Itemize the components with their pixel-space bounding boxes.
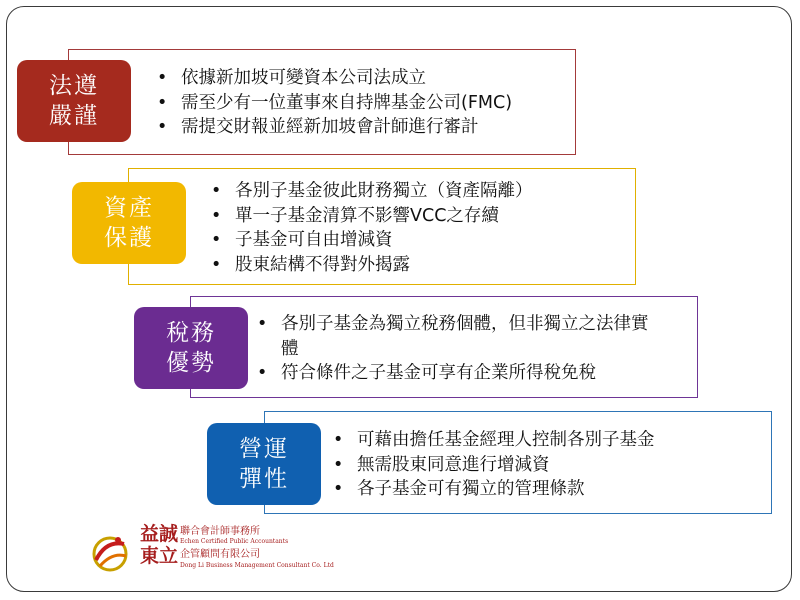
tax-advantage-list	[249, 312, 697, 386]
asset-protection-list	[203, 179, 635, 277]
tag-line: 優勢	[166, 350, 216, 376]
operational-flexibility-list	[325, 428, 771, 502]
tag-line: 營運	[239, 436, 289, 462]
list-item: • 股東結構不得對外揭露	[203, 253, 635, 278]
operational-flexibility-tag	[207, 423, 321, 505]
list-item: • 符合條件之子基金可享有企業所得稅免稅	[249, 361, 697, 386]
asset-protection-tag	[72, 182, 186, 264]
list-item: • 各子基金可有獨立的管理條款	[325, 477, 771, 502]
logo-name-1: 益誠	[140, 523, 179, 545]
logo-line1-en: Echen Certified Public Accountants	[180, 538, 289, 545]
logo-mark-icon	[88, 530, 132, 574]
list-item: • 單一子基金清算不影響VCC之存續	[203, 204, 635, 229]
company-logo	[88, 522, 348, 582]
tag-line: 彈性	[239, 466, 289, 492]
logo-line2-en: Dong Li Business Management Consultant Co. Ltd	[180, 562, 334, 569]
logo-line1-cn: 聯合會計師事務所	[180, 526, 260, 537]
list-item: • 可藉由擔任基金經理人控制各別子基金	[325, 428, 771, 453]
tag-line: 資產	[104, 195, 154, 221]
tag-line: 稅務	[166, 320, 216, 346]
compliance-box	[68, 49, 576, 155]
compliance-tag	[17, 60, 131, 142]
tag-line: 嚴謹	[49, 103, 99, 129]
list-item: • 各別子基金彼此財務獨立（資產隔離）	[203, 179, 635, 204]
list-item: • 依據新加坡可變資本公司法成立	[149, 66, 575, 91]
operational-flexibility-box	[264, 411, 772, 514]
tag-line: 保護	[104, 225, 154, 251]
list-item: • 無需股東同意進行增減資	[325, 453, 771, 478]
logo-line2-cn: 企管顧問有限公司	[180, 549, 260, 560]
compliance-list	[149, 66, 575, 140]
asset-protection-box	[128, 168, 636, 285]
list-item: • 需至少有一位董事來自持牌基金公司(FMC)	[149, 91, 575, 116]
tag-line: 法遵	[49, 73, 99, 99]
list-item: • 子基金可自由增減資	[203, 228, 635, 253]
list-item: • 各別子基金為獨立稅務個體，但非獨立之法律實體	[249, 312, 661, 361]
tax-advantage-tag	[134, 307, 248, 389]
logo-name-2: 東立	[140, 545, 179, 567]
tax-advantage-box	[190, 296, 698, 398]
list-item: • 需提交財報並經新加坡會計師進行審計	[149, 115, 575, 140]
